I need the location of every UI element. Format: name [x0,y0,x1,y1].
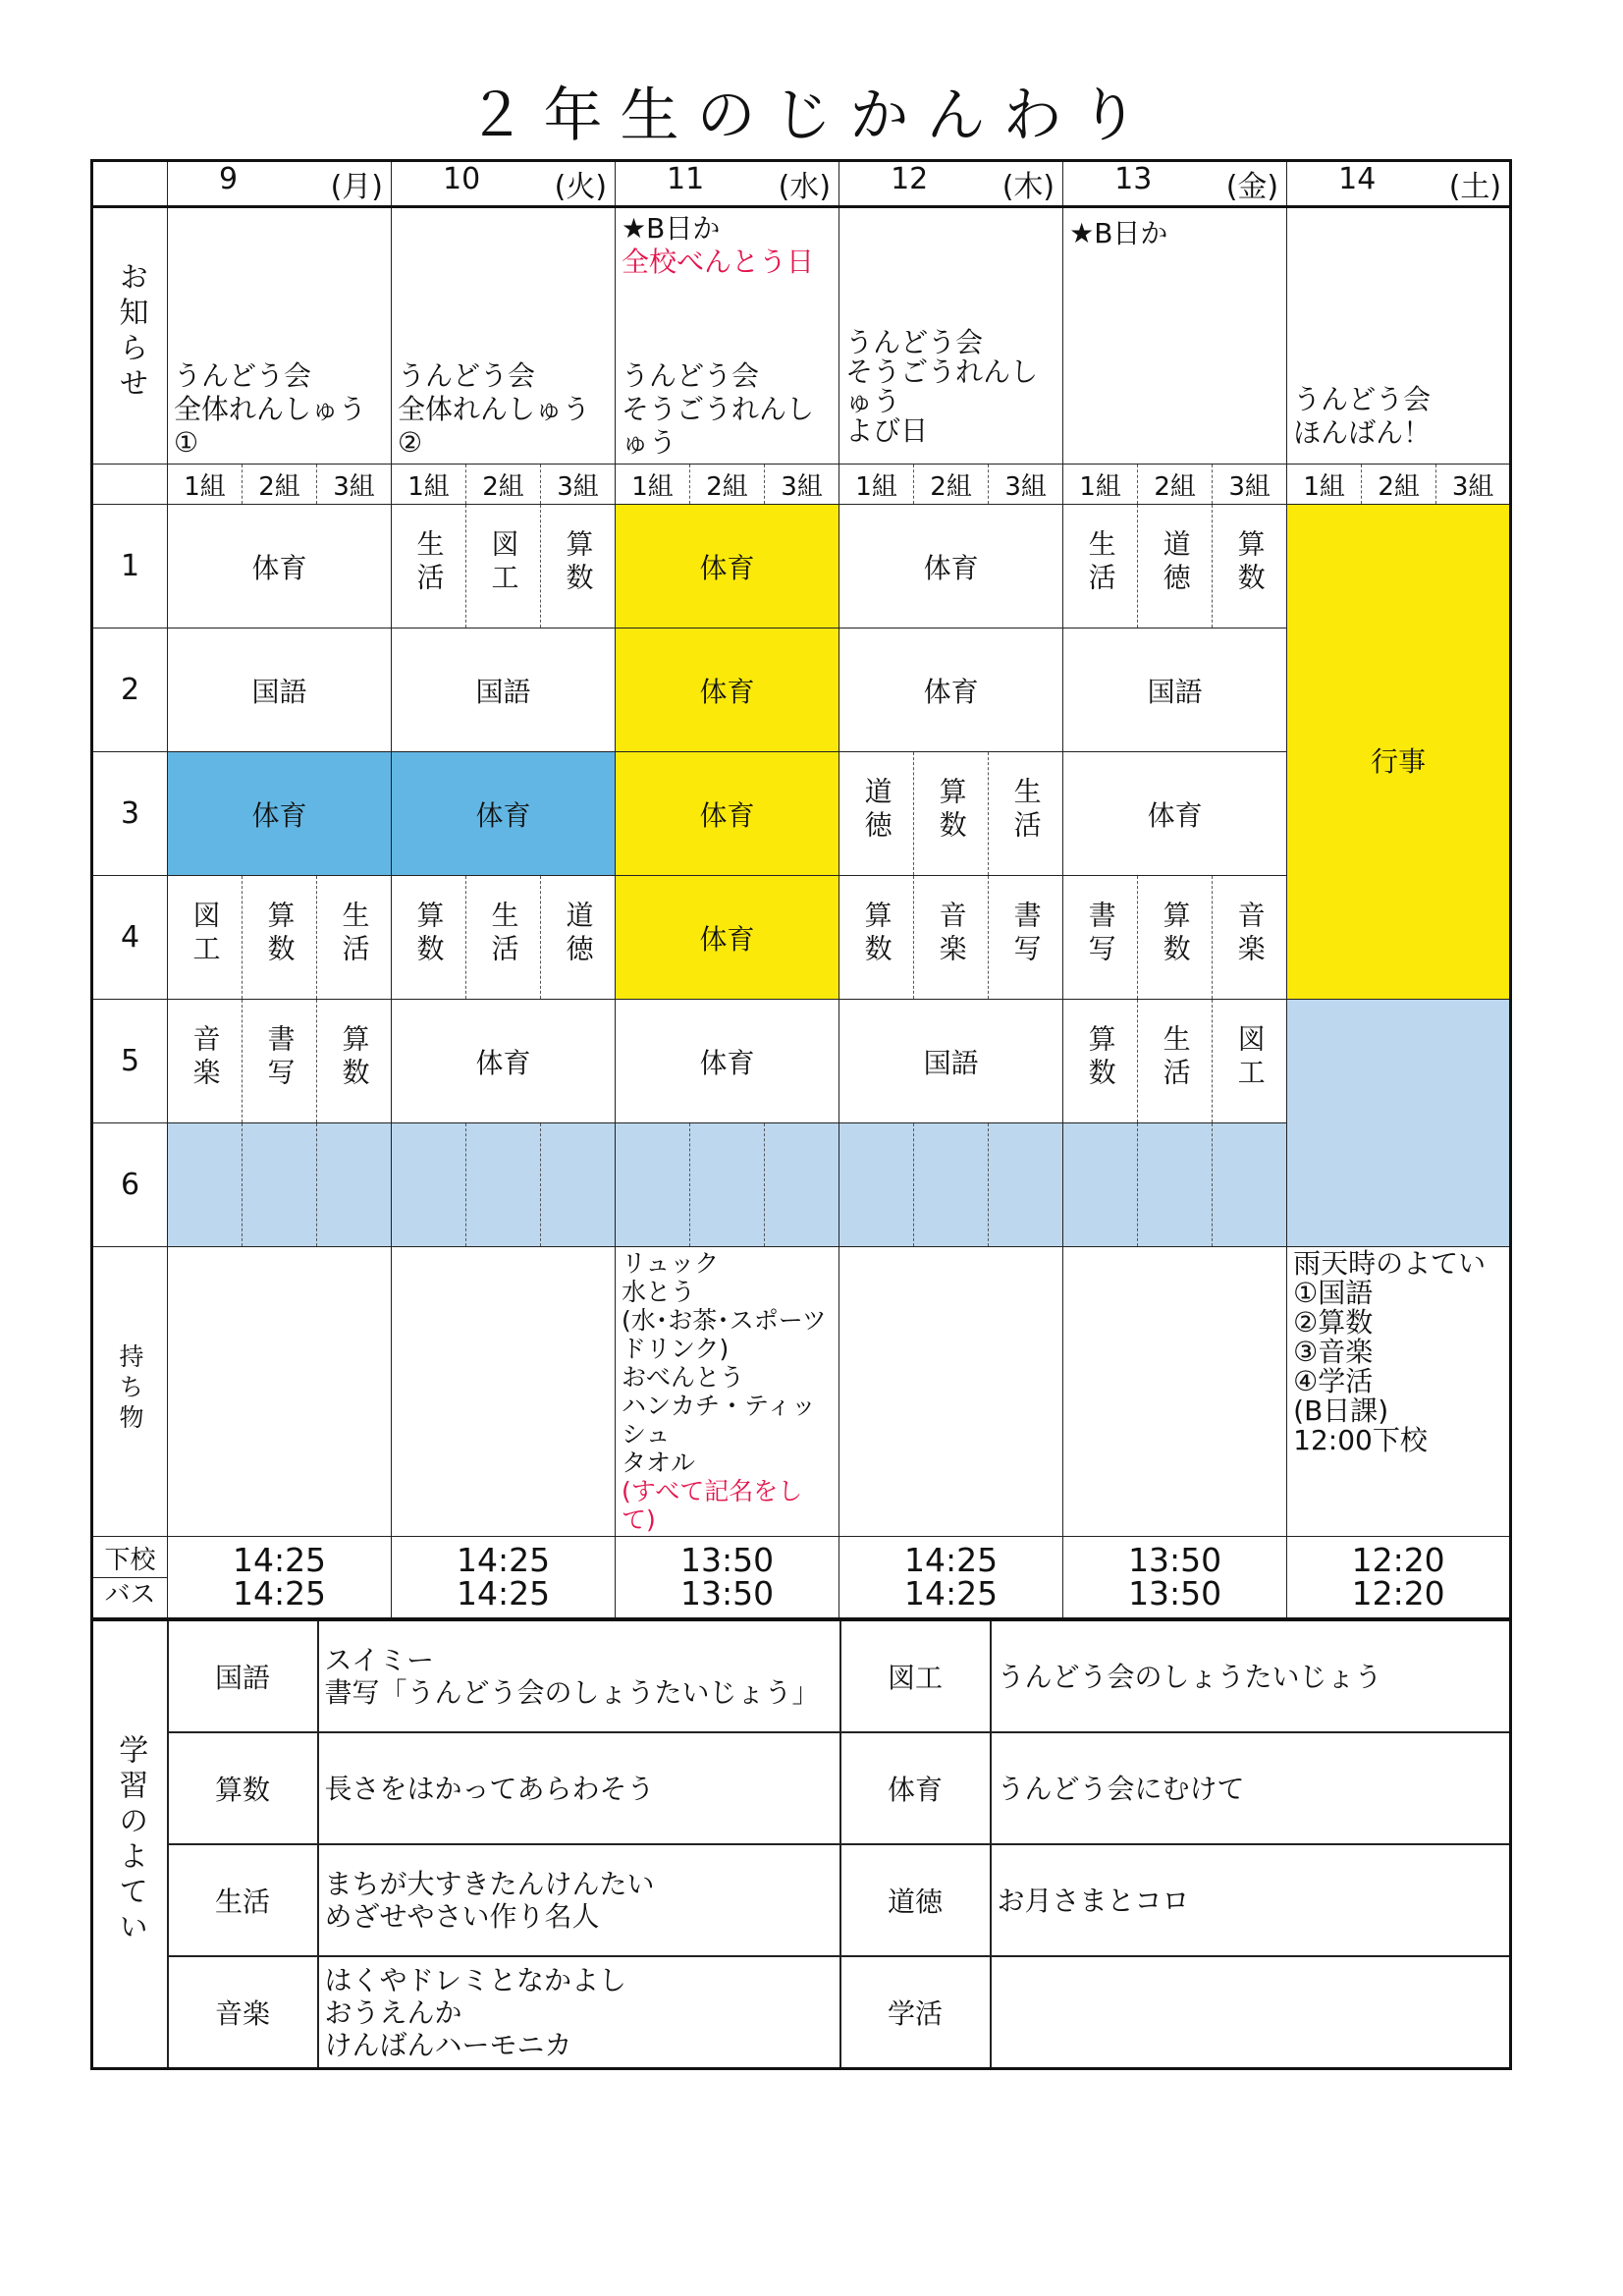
lesson-cell: 国語 [392,629,616,752]
period-label: 1 [92,505,168,629]
item-line: (B日課) [1293,1394,1389,1427]
items-fri [1063,1247,1287,1537]
times-mon: 14:25 14:25 [168,1537,392,1619]
day-number: 11 [667,162,705,196]
empty-cell [168,1123,243,1247]
day-number: 9 [219,162,239,196]
items-row [92,1247,1511,1537]
lesson-cell: 算数 [317,1000,392,1123]
day-of-week: (月) [330,170,384,204]
day-header-mon [168,161,392,207]
items-tue [392,1247,616,1537]
dismiss-label: 下校 [93,1544,167,1578]
study-content: うんどう会にむけて [991,1732,1511,1844]
empty-cell [392,1123,466,1247]
lesson-cell: 体育 [839,505,1063,629]
class-2: 2組 [1362,465,1436,505]
times-label [92,1537,168,1619]
times-thu: 14:25 14:25 [839,1537,1063,1619]
empty-cell [914,1123,989,1247]
day-of-week: (土) [1448,170,1502,204]
lesson-cell: 算数 [392,876,466,1000]
study-plan-table [90,1618,1512,2070]
class-2: 2組 [690,465,765,505]
lesson-cell: 体育 [1063,752,1287,876]
empty-cell [466,1123,541,1247]
class-3: 3組 [1436,465,1511,505]
items-thu [839,1247,1063,1537]
class-1: 1組 [1063,465,1138,505]
study-content: うんどう会のしょうたいじょう [991,1620,1511,1733]
day-header-sat [1287,161,1511,207]
class-3: 3組 [765,465,839,505]
class-1: 1組 [1287,465,1362,505]
study-row-2 [92,1732,1511,1844]
items-label: 持ち物 [92,1247,168,1537]
study-subject: 生活 [168,1844,318,1956]
study-content: まちが大すきたんけんたい めざせやさい作り名人 [318,1844,840,1956]
day-header-row [92,161,1511,207]
study-content: お月さまとコロ [991,1844,1511,1956]
study-content [991,1956,1511,2069]
empty-cell [1213,1123,1287,1247]
lesson-cell: 生活 [1063,505,1138,629]
empty-cell [1287,1000,1511,1247]
lesson-cell: 体育 [392,752,616,876]
lesson-cell: 体育 [616,1000,839,1123]
study-subject: 国語 [168,1620,318,1733]
study-side-label: 学習のよてい [92,1620,168,2069]
day-of-week: (木) [1001,170,1055,204]
study-subject: 算数 [168,1732,318,1844]
day-number: 10 [443,162,481,196]
class-3: 3組 [989,465,1063,505]
item-line: タオル [622,1449,696,1477]
bus-label: バス [104,1579,156,1610]
empty-cell [541,1123,616,1247]
class-1: 1組 [168,465,243,505]
lesson-cell: 音楽 [168,1000,243,1123]
item-line: 雨天時のよてい [1293,1247,1487,1280]
study-row-4 [92,1956,1511,2069]
empty-cell [839,1123,914,1247]
item-line: リュック [622,1249,720,1278]
notice-thu: うんどう会 そうごうれんしゅう よび日 [839,207,1063,465]
lesson-cell: 生活 [392,505,466,629]
lesson-cell: 算数 [1213,505,1287,629]
lesson-cell: 書写 [989,876,1063,1000]
day-header-tue [392,161,616,207]
day-number: 12 [891,162,929,196]
study-content: スイミー 書写「うんどう会のしょうたいじょう」 [318,1620,840,1733]
class-group-row [92,465,1511,505]
class-3: 3組 [1213,465,1287,505]
empty-cell [317,1123,392,1247]
empty-cell [989,1123,1063,1247]
event-cell: 行事 [1287,505,1511,1000]
period-row-1 [92,505,1511,629]
item-line: 水とう [622,1278,696,1306]
lesson-cell: 国語 [1063,629,1287,752]
period-label: 2 [92,629,168,752]
page-title: ２年生のじかんわり [466,82,1157,150]
lesson-cell: 生活 [466,876,541,1000]
lesson-cell: 体育 [839,629,1063,752]
lunch-day-note: 全校べんとう日 [622,246,815,278]
class-2: 2組 [914,465,989,505]
notice-tue: うんどう会 全体れんしゅう② [392,207,616,465]
study-subject: 学活 [840,1956,991,2069]
items-wed [616,1247,839,1537]
times-row [92,1537,1511,1619]
empty-cell [1138,1123,1213,1247]
lesson-cell: 算数 [839,876,914,1000]
lesson-cell: 算数 [914,752,989,876]
times-fri: 13:50 13:50 [1063,1537,1287,1619]
items-sat [1287,1247,1511,1537]
study-subject: 体育 [840,1732,991,1844]
study-subject: 音楽 [168,1956,318,2069]
lesson-cell: 道徳 [541,876,616,1000]
item-line: 12:00下校 [1293,1424,1428,1456]
day-header-thu [839,161,1063,207]
lesson-cell: 体育 [616,505,839,629]
lesson-cell: 音楽 [914,876,989,1000]
lesson-cell: 体育 [616,629,839,752]
item-line: (水･お茶･スポーツ [622,1306,827,1335]
item-line: ①国語 [1293,1277,1374,1309]
day-number: 14 [1338,162,1377,196]
day-number: 13 [1114,162,1153,196]
class-1: 1組 [839,465,914,505]
empty-cell [765,1123,839,1247]
notice-row [92,207,1511,465]
lesson-cell: 書写 [243,1000,317,1123]
lesson-cell: 図工 [1213,1000,1287,1123]
empty-cell [243,1123,317,1247]
item-line: ③音楽 [1293,1336,1374,1368]
lesson-cell: 道徳 [839,752,914,876]
day-header-wed [616,161,839,207]
class-1: 1組 [616,465,690,505]
class-2: 2組 [1138,465,1213,505]
class-2: 2組 [466,465,541,505]
class-3: 3組 [541,465,616,505]
item-line: ②算数 [1293,1306,1374,1339]
lesson-cell: 書写 [1063,876,1138,1000]
study-row-1 [92,1620,1511,1733]
notice-wed: ★B日か 全校べんとう日 うんどう会 そうごうれんしゅう [616,207,839,465]
day-header-fri [1063,161,1287,207]
study-row-3 [92,1844,1511,1956]
b-schedule-note: ★B日か [622,212,721,245]
notice-mon: うんどう会 全体れんしゅう① [168,207,392,465]
times-sat: 12:20 12:20 [1287,1537,1511,1619]
item-line-red: (すべて記名をして) [622,1477,803,1534]
lesson-cell: 算数 [1138,876,1213,1000]
study-content: はくやドレミとなかよし おうえんか けんばんハーモニカ [318,1956,840,2069]
lesson-cell: 音楽 [1213,876,1287,1000]
lesson-cell: 生活 [317,876,392,1000]
lesson-cell: 国語 [839,1000,1063,1123]
day-of-week: (金) [1225,170,1279,204]
period-label: 5 [92,1000,168,1123]
lesson-cell: 体育 [616,752,839,876]
lesson-cell: 算数 [1063,1000,1138,1123]
day-of-week: (火) [554,170,608,204]
period-label: 3 [92,752,168,876]
empty-cell [1063,1123,1138,1247]
lesson-cell: 体育 [616,876,839,1000]
day-of-week: (水) [778,170,832,204]
class-2: 2組 [243,465,317,505]
item-line: ドリンク) [622,1335,730,1363]
lesson-cell: 道徳 [1138,505,1213,629]
corner-cell [92,161,168,207]
study-subject: 道徳 [840,1844,991,1956]
lesson-cell: 体育 [392,1000,616,1123]
class-1: 1組 [392,465,466,505]
lesson-cell: 図工 [168,876,243,1000]
period-label: 4 [92,876,168,1000]
times-tue: 14:25 14:25 [392,1537,616,1619]
lesson-cell: 生活 [989,752,1063,876]
lesson-cell: 体育 [168,752,392,876]
b-schedule-note: ★B日か [1069,217,1168,249]
item-line: おべんとう [622,1363,745,1392]
schedule-table [90,159,1512,1620]
study-content: 長さをはかってあらわそう [318,1732,840,1844]
study-subject: 図工 [840,1620,991,1733]
class-3: 3組 [317,465,392,505]
notice-sat: うんどう会 ほんばん！ [1287,207,1511,465]
lesson-cell: 生活 [1138,1000,1213,1123]
group-corner [92,465,168,505]
lesson-cell: 図工 [466,505,541,629]
empty-cell [616,1123,690,1247]
items-mon [168,1247,392,1537]
period-label: 6 [92,1123,168,1247]
lesson-cell: 国語 [168,629,392,752]
notice-fri [1063,207,1287,465]
item-line: ④学活 [1293,1365,1374,1397]
lesson-cell: 算数 [243,876,317,1000]
notice-label: お知らせ [92,207,168,465]
period-row-5 [92,1000,1511,1123]
lesson-cell: 算数 [541,505,616,629]
lesson-cell: 体育 [168,505,392,629]
empty-cell [690,1123,765,1247]
item-line: ハンカチ・ティッシュ [622,1392,817,1449]
times-wed: 13:50 13:50 [616,1537,839,1619]
